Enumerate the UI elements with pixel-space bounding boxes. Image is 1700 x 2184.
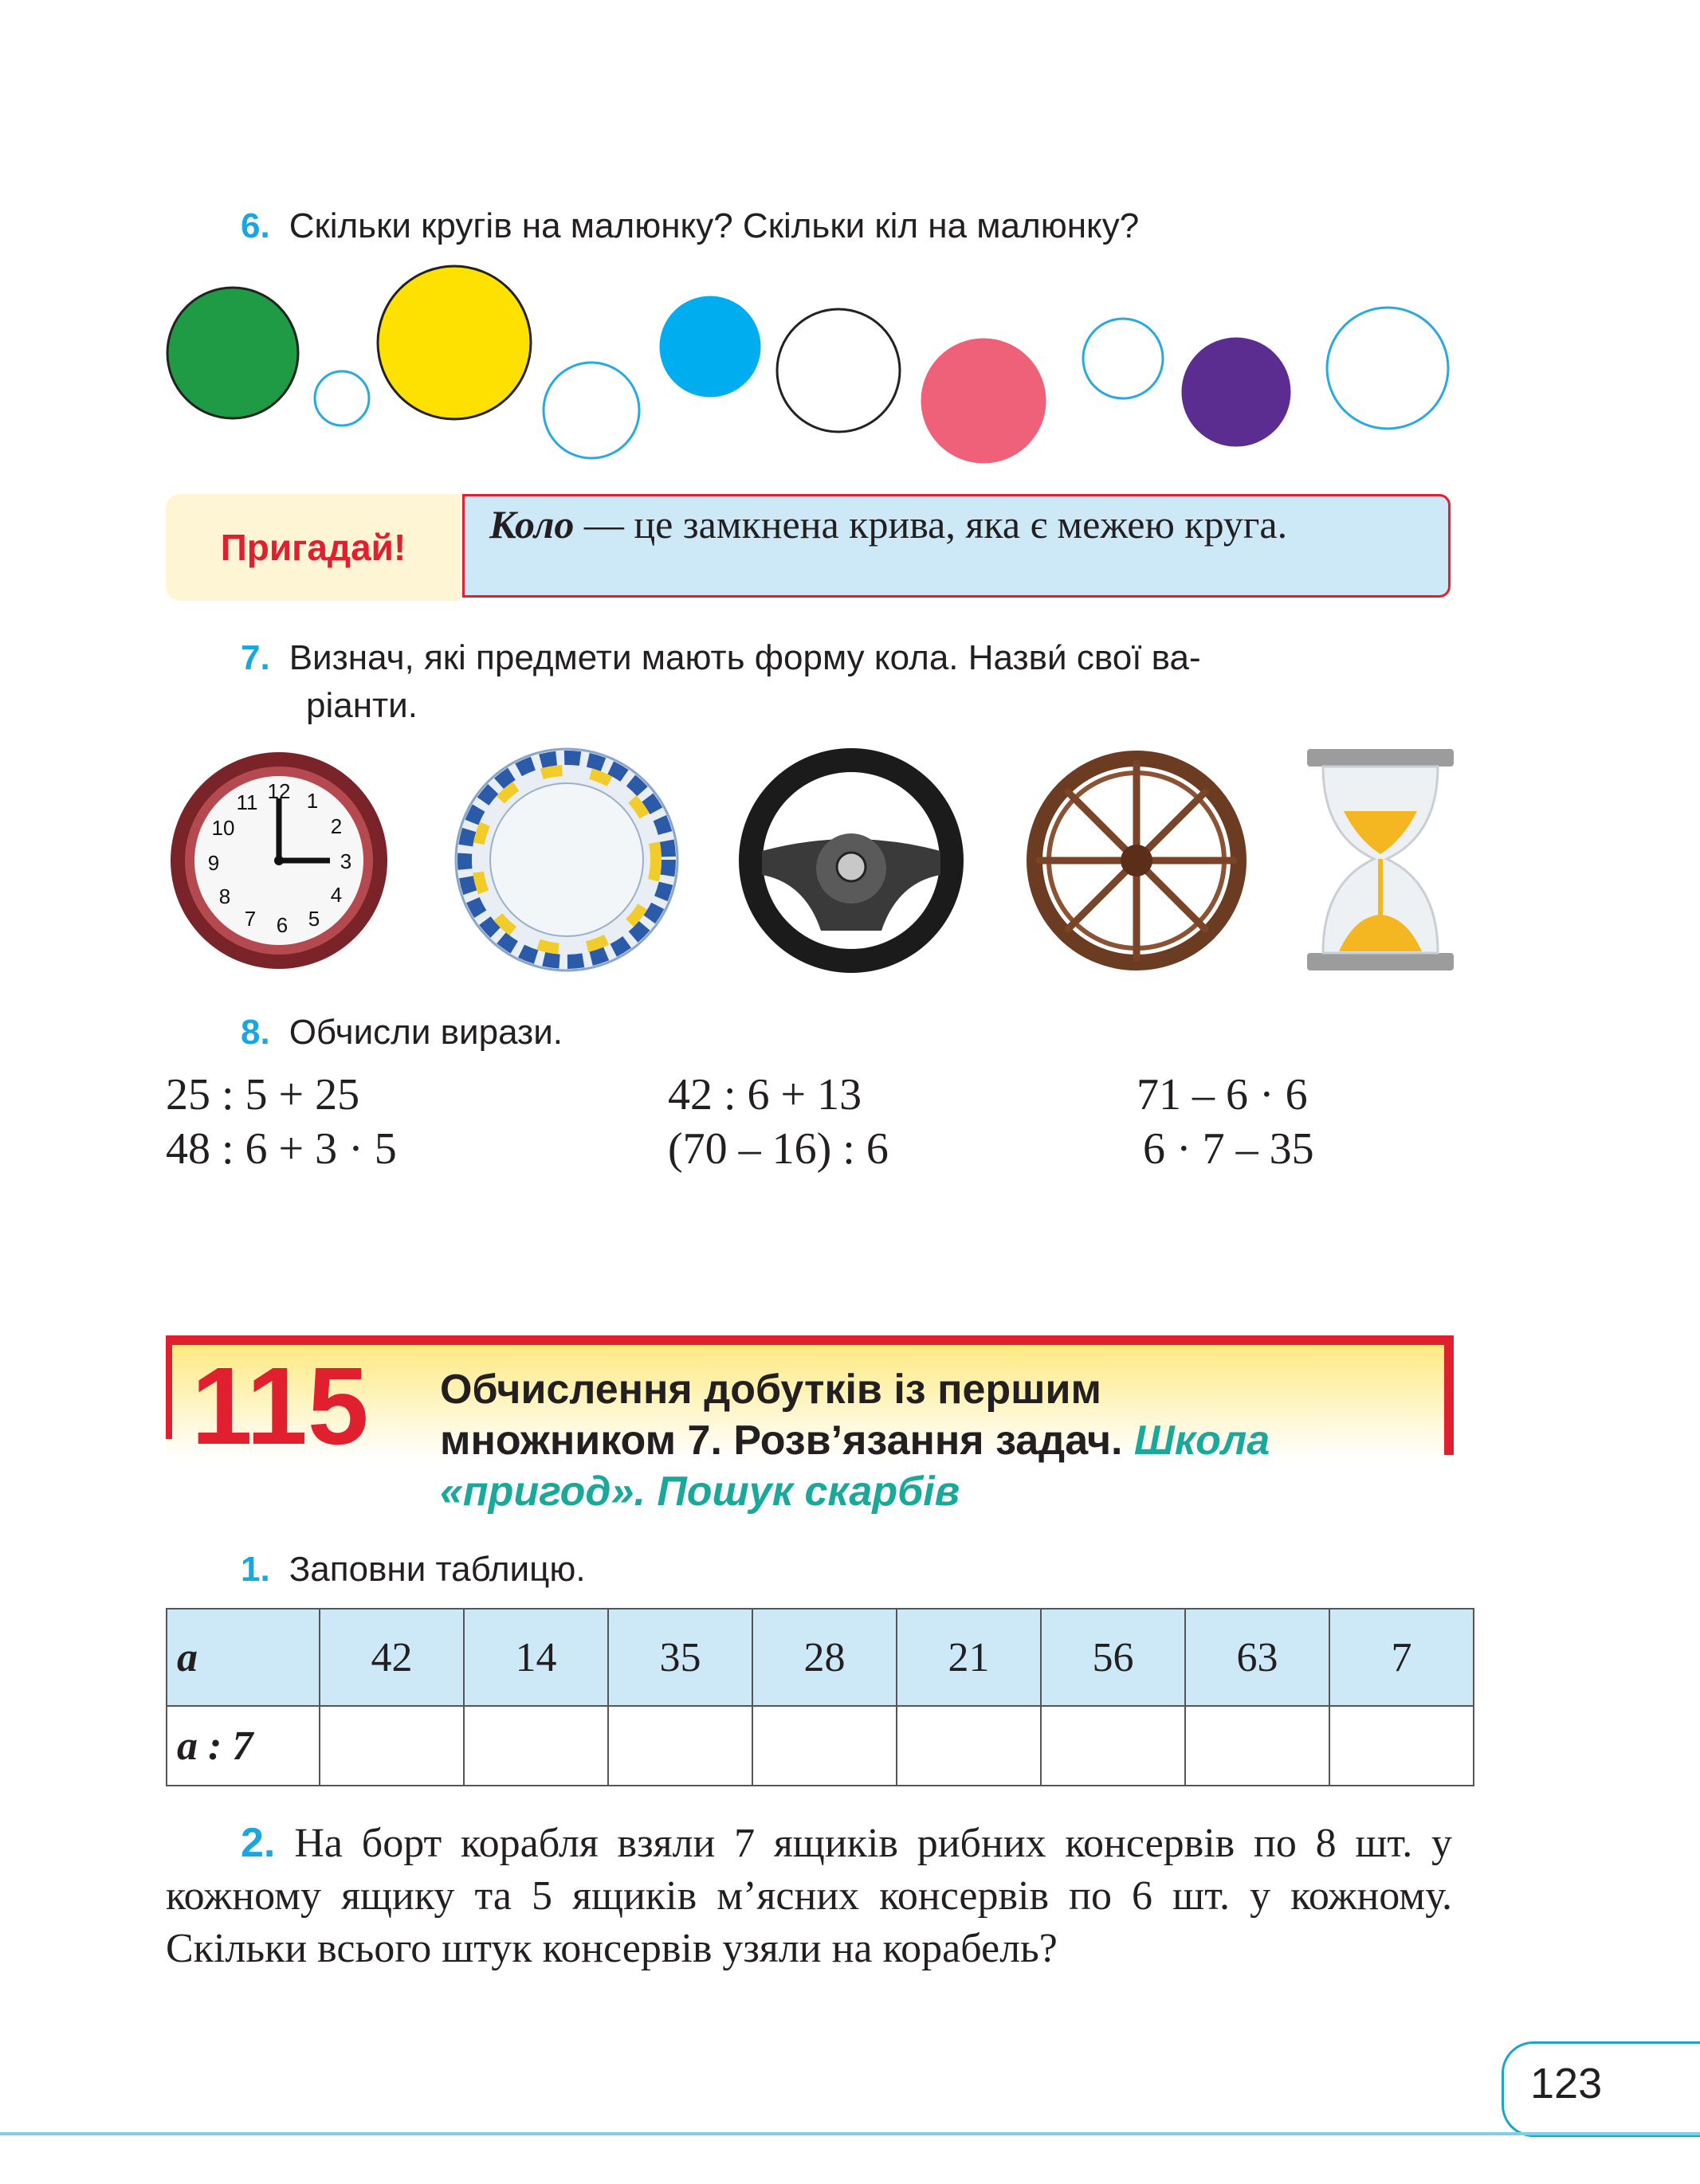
wagon-wheel-icon [1023, 747, 1250, 974]
clock-9: 9 [207, 851, 220, 875]
lesson-title-line2 [440, 1415, 1452, 1466]
table-value-2: 35 [608, 1609, 752, 1706]
table-blank-cell[interactable] [1185, 1706, 1329, 1786]
table-blank-cell[interactable] [897, 1706, 1041, 1786]
clock-6: 6 [276, 913, 289, 937]
lesson-title [440, 1364, 1452, 1517]
table-value-6: 63 [1185, 1609, 1329, 1706]
task1-text: Заповни таблицю. [289, 1550, 586, 1589]
table-blank-cell[interactable] [608, 1706, 752, 1786]
task7-number: 7. [241, 638, 270, 677]
table-blank-cell[interactable] [1329, 1706, 1474, 1786]
circle-ring-medium [544, 363, 639, 458]
page-number: 123 [1530, 2060, 1603, 2108]
circle-ring-large [1327, 308, 1448, 429]
circle-light-blue [661, 297, 760, 396]
task7-line1 [241, 634, 1452, 682]
clock-3: 3 [340, 849, 352, 873]
table-label-a: a [167, 1609, 320, 1706]
table-value-7: 7 [1329, 1609, 1474, 1706]
task6-number: 6. [241, 206, 270, 245]
circle-yellow [378, 266, 531, 419]
clock-5: 5 [308, 907, 320, 931]
table-blank-cell[interactable] [1041, 1706, 1185, 1786]
circle-black-ring [777, 309, 900, 432]
lesson-header-left-bar [166, 1335, 172, 1439]
circle-purple [1183, 339, 1290, 445]
remember-definition [489, 499, 1446, 550]
task6-text: Скільки кругів на малюнку? Скільки кіл на малюнку? [289, 206, 1140, 245]
plate-icon [454, 747, 679, 972]
hourglass-icon [1307, 747, 1454, 972]
table-blank-cell[interactable] [320, 1706, 464, 1786]
expression-c2r1: 42 : 6 + 13 [668, 1070, 862, 1119]
lesson-header-top-bar [166, 1335, 1454, 1345]
expression-c1r1: 25 : 5 + 25 [166, 1070, 360, 1119]
clock-4: 4 [330, 883, 343, 907]
table-value-1: 14 [464, 1609, 608, 1706]
circle-green [167, 288, 298, 418]
table-blank-cell[interactable] [752, 1706, 897, 1786]
table-value-4: 21 [897, 1609, 1041, 1706]
clock-12: 12 [267, 779, 291, 803]
lesson-title-line2-a: множником 7. Розв’язання задач. [440, 1417, 1134, 1464]
clock-icon [167, 749, 391, 972]
lesson-title-line1: Обчислення добутків із першим [440, 1366, 1101, 1413]
expression-c3r1: 71 – 6 · 6 [1137, 1070, 1308, 1119]
clock-8: 8 [218, 884, 231, 908]
clock-1: 1 [306, 789, 319, 813]
circle-small-ring [315, 371, 369, 425]
lesson-title-line2-b: Школа [1133, 1417, 1270, 1464]
lesson-number: 115 [191, 1345, 369, 1468]
expression-c3r2: 6 · 7 – 35 [1143, 1124, 1314, 1174]
task1-line [241, 1546, 586, 1594]
clock-7: 7 [244, 907, 257, 931]
task8-text: Обчисли вирази. [289, 1013, 563, 1052]
fill-table [166, 1608, 1474, 1786]
task7-line2: ріанти. [306, 686, 418, 725]
clock-2: 2 [330, 814, 343, 838]
table-value-3: 28 [752, 1609, 897, 1706]
table-value-0: 42 [320, 1609, 464, 1706]
table-label-a-div-7: a : 7 [167, 1706, 320, 1786]
remember-text: — це замкнена крива, яка є межею круга. [574, 502, 1288, 547]
remember-term: Коло [489, 502, 575, 547]
task6-line [241, 202, 1139, 250]
lesson-title-line3: «пригод». Пошук скарбів [440, 1468, 960, 1515]
clock-11: 11 [236, 790, 258, 814]
circles-figure [159, 255, 1466, 470]
circle-ring-small-2 [1083, 319, 1163, 398]
steering-wheel-icon [738, 747, 964, 974]
task1-number: 1. [241, 1550, 270, 1589]
task7-text-line1: Визнач, які предмети мають форму кола. Назви́ свої ва- [289, 638, 1201, 677]
task8-line [241, 1009, 563, 1057]
table-row-a [167, 1609, 1474, 1706]
task2-number: 2. [241, 1820, 276, 1866]
table-value-5: 56 [1041, 1609, 1185, 1706]
expression-c1r2: 48 : 6 + 3 · 5 [166, 1124, 397, 1174]
circle-pink [922, 339, 1045, 462]
remember-label-box [166, 494, 461, 601]
task2-paragraph [166, 1817, 1452, 1975]
remember-label: Пригадай! [220, 527, 406, 568]
clock-10: 10 [211, 816, 235, 840]
task2-text: На борт корабля взяли 7 ящиків рибних консервів по 8 шт. у кожному ящику та 5 ящиків м’ясних консервів по 6 шт. у кожному. Скільки всього штук консервів узяли на корабель? [166, 1821, 1452, 1971]
table-row-a-div-7 [167, 1706, 1474, 1786]
task8-number: 8. [241, 1013, 270, 1052]
expression-c2r2: (70 – 16) : 6 [668, 1124, 889, 1174]
table-blank-cell[interactable] [464, 1706, 608, 1786]
page-bottom-line [0, 2132, 1700, 2135]
